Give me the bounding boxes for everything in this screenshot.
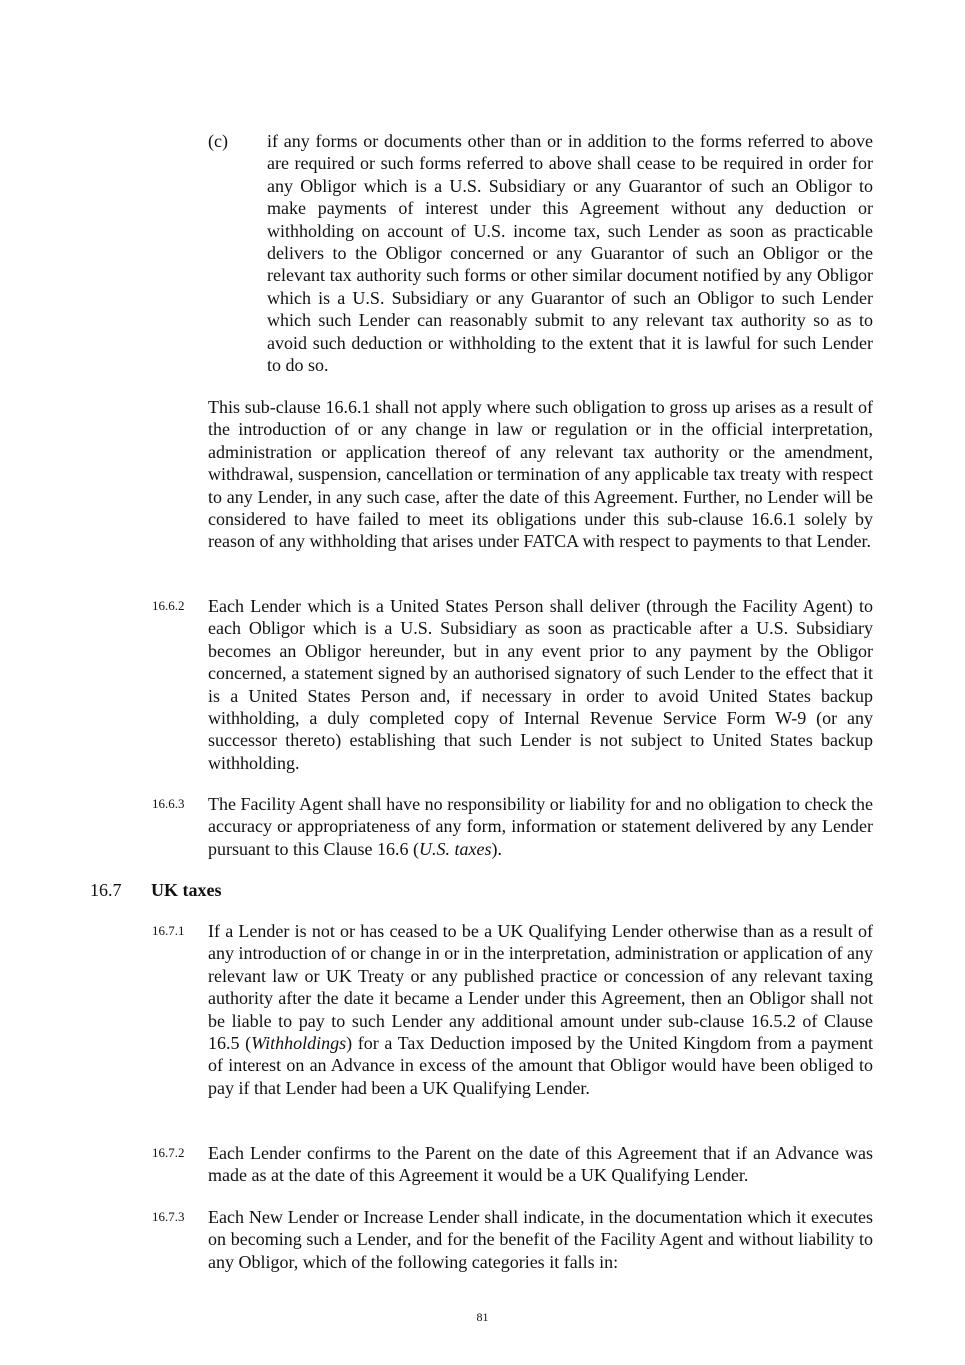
clause-number-16-7-2: 16.7.2 — [152, 1145, 185, 1160]
item-c-marker: (c) — [208, 131, 228, 151]
clause-reference-italic: Withholdings — [251, 1033, 347, 1054]
clause-16-6-3-text: The Facility Agent shall have no responsibility or liability for and no obligation to check the accuracy or appropriateness of any form, information or statement delivered by any Lender pursuant to this Clause 16.6 (U.S. taxes). — [208, 794, 873, 859]
clause-16-6-2-text: Each Lender which is a United States Person shall deliver (through the Facility Agent) to each Obligor which is a U.S. Subsidiary as soon as practicable after a U.S. Subsidiary becomes an Obligor hereunder, but in any event prior to any payment by the Obligor concerned, a statement signed by an authorised signatory of such Lender to the effect that it is a United States Person and, if necessary in order to avoid United States backup withholding, a duly completed copy of Internal Revenue Service Form W-9 (or any successor thereto) establishing that such Lender is not subject to United States backup withholding. — [208, 596, 873, 773]
clause-16-7-3-text: Each New Lender or Increase Lender shall indicate, in the documentation which it executes on becoming such a Lender, and for the benefit of the Facility Agent and without liability to any Obligor, which of the following categories it falls in: — [208, 1207, 873, 1272]
clause-16-7-1-text: If a Lender is not or has ceased to be a UK Qualifying Lender otherwise than as a result of any introduction of or change in or in the interpretation, administration or application of any relevant law or UK Treaty or any published practice or concession of any relevant taxing authority after the date it became a Lender under this Agreement, then an Obligor shall not be liable to pay to such Lender any additional amount under sub-clause 16.5.2 of Clause 16.5 (Withholdings) for a Tax Deduction imposed by the United Kingdom from a payment of interest on an Advance in excess of the amount that Obligor would have been obliged to pay if that Lender had been a UK Qualifying Lender. — [208, 921, 873, 1098]
clause-number-16-6-2: 16.6.2 — [152, 598, 185, 613]
section-number-16-7: 16.7 — [90, 880, 122, 900]
section-title-uk-taxes: UK taxes — [151, 880, 222, 900]
page-number: 81 — [476, 1310, 489, 1324]
clause-reference-italic: U.S. taxes — [418, 838, 492, 859]
clause-number-16-7-3: 16.7.3 — [152, 1209, 185, 1224]
paragraph-16-6-1-proviso: This sub-clause 16.6.1 shall not apply where such obligation to gross up arises as a result of the introduction of or any change in law or regulation or in the official interpretation, administration or application thereof of any relevant tax authority or the amendment, withdrawal, suspension, cancellation or termination of any applicable tax treaty with respect to any Lender, in any such case, after the date of this Agreement. Further, no Lender will be considered to have failed to meet its obligations under this sub-clause 16.6.1 solely by reason of any withholding that arises under FATCA with respect to payments to that Lender. — [208, 397, 873, 552]
clause-number-16-6-3: 16.6.3 — [152, 796, 185, 811]
clause-number-16-7-1: 16.7.1 — [152, 923, 185, 938]
clause-16-7-2-text: Each Lender confirms to the Parent on the date of this Agreement that if an Advance was made as at the date of this Agreement it would be a UK Qualifying Lender. — [208, 1143, 873, 1186]
item-c-text: if any forms or documents other than or in addition to the forms referred to above are required or such forms referred to above shall cease to be required in order for any Obligor which is a U.S. Subsidiary or any Guarantor of such an Obligor to make payments of interest under this Agreement without any deduction or withholding on account of U.S. income tax, such Lender as soon as practicable delivers to the Obligor concerned or any Guarantor of such an Obligor or the relevant tax authority such forms or other similar document notified by any Obligor which is a U.S. Subsidiary or any Guarantor of such an Obligor to such Lender which such Lender can reasonably submit to any relevant tax authority so as to avoid such deduction or withholding to the extent that it is lawful for such Lender to do so. — [267, 131, 873, 376]
